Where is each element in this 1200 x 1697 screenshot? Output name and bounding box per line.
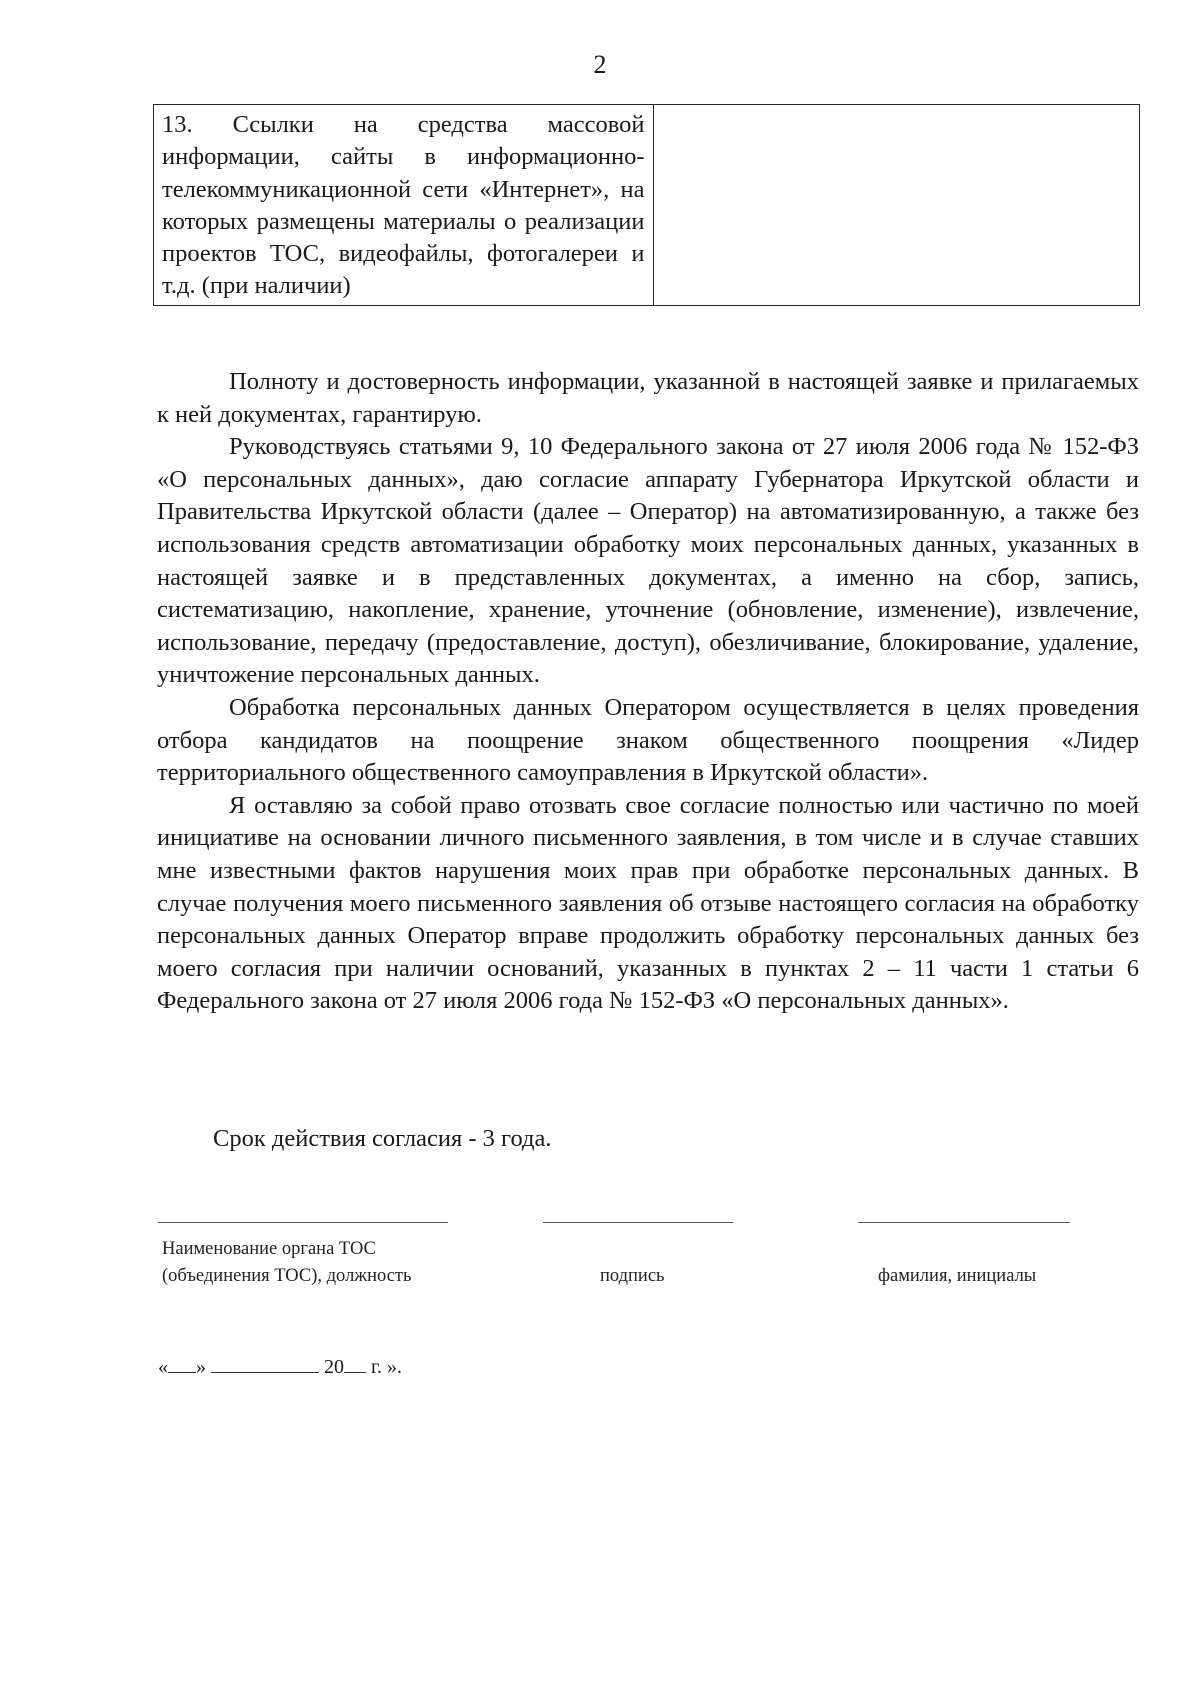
date-close-quote: » <box>196 1356 206 1378</box>
paragraph-consent: Руководствуясь статьями 9, 10 Федерального закона от 27 июля 2006 года № 152-ФЗ «О персональных данных», даю согласие аппарату Губернатора Иркутской области и Правительства Иркутской области (далее – Оператор) на автоматизированную, а также без использования средств автоматизации обработку моих персональных данных, указанных в настоящей заявке и в представленных документах, а именно на сбор, запись, систематизацию, накопление, хранение, уточнение (обновление, изменение), извлечение, использование, передачу (предоставление, доступ), обезличивание, блокирование, удаление, уничтожение персональных данных. <box>157 433 1139 689</box>
year-blank <box>344 1354 366 1373</box>
item-value-cell <box>653 105 1140 306</box>
org-signature-line <box>158 1222 448 1223</box>
org-position-caption: Наименование органа ТОС (объединения ТОС), должность <box>162 1239 412 1286</box>
name-signature-line <box>858 1222 1070 1223</box>
paragraph-withdrawal: Я оставляю за собой право отозвать свое согласие полностью или частично по моей инициативе на основании личного письменного заявления, в том числе и в случае ставших мне известными фактов нарушения моих прав при обработке персональных данных. В случае получения моего письменного заявления об отзыве настоящего согласия на обработку персональных данных Оператор вправе продолжить обработку персональных данных без моего согласия при наличии оснований, указанных в пунктах 2 – 11 части 1 статьи 6 Федерального закона от 27 июля 2006 года № 152-ФЗ «О персональных данных». <box>157 791 1139 1015</box>
item-table <box>153 104 1140 306</box>
date-line <box>158 1354 402 1380</box>
month-blank <box>211 1354 319 1373</box>
day-blank <box>168 1354 196 1373</box>
signature-line <box>543 1222 733 1223</box>
name-initials-caption: фамилия, инициалы <box>878 1266 1037 1286</box>
page-number: 2 <box>593 50 607 79</box>
consent-term: Срок действия согласия - 3 года. <box>213 1125 552 1152</box>
table-row <box>154 105 1140 306</box>
item-label-cell: 13. Ссылки на средства массовой информации, сайты в информационно-телекоммуникационной сети «Интернет», на которых размещены материалы о реализации проектов ТОС, видеофайлы, фотогалереи и т.д. (при наличии) <box>154 105 654 306</box>
consent-text <box>157 366 1139 1018</box>
year-prefix: 20 <box>324 1356 344 1378</box>
date-open-quote: « <box>158 1356 168 1378</box>
signature-caption: подпись <box>600 1266 665 1286</box>
paragraph-guarantee: Полноту и достоверность информации, указанной в настоящей заявке и прилагаемых к ней документах, гарантирую. <box>157 368 1139 428</box>
paragraph-purpose: Обработка персональных данных Оператором осуществляется в целях проведения отбора кандидатов на поощрение знаком общественного поощрения «Лидер территориального общественного самоуправления в Иркутской области». <box>157 693 1139 787</box>
year-suffix: г. ». <box>371 1356 402 1378</box>
